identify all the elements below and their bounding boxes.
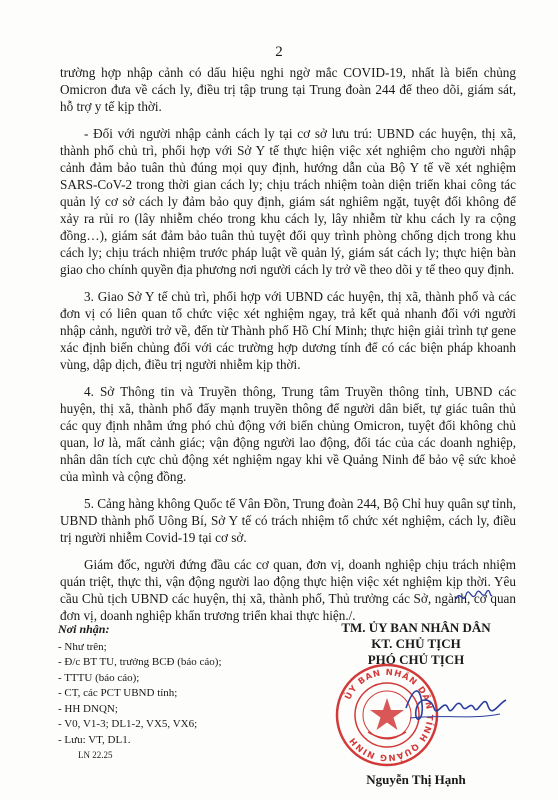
recipients-title: Nơi nhận: <box>58 622 110 636</box>
recipient-item: - Lưu: VT, DL1. <box>58 733 131 746</box>
paragraph: Giám đốc, người đứng đầu các cơ quan, đơn vị, doanh nghiệp chịu trách nhiệm quán triệt, thực thi, vận động người lao động thực hiện việc xét nghiệm kịp thời. Yêu cầu Chủ tịch UBND các huyện, thị xã, thành phố, Thủ trưởng các Sở, ngành, cơ quan đơn vị, doanh nghiệp khẩn trương triển khai thực hiện./. <box>60 557 516 623</box>
signature-line-1: TM. ỦY BAN NHÂN DÂN <box>341 620 491 635</box>
recipients-block <box>58 622 298 764</box>
paragraph: trường hợp nhập cảnh có dấu hiệu nghi ngờ mắc COVID-19, nhất là biến chủng Omicron đưa về cách ly, điều trị tập trung tại Trung đoàn 244 để theo dõi, giám sát, hỗ trợ y tế kịp thời. <box>60 65 516 114</box>
seal-text: ỦY BAN NHÂN DÂN TỈNH QUẢNG NINH <box>343 667 435 763</box>
paragraph: 5. Cảng hàng không Quốc tế Vân Đồn, Trung đoàn 244, Bộ Chỉ huy quân sự tỉnh, UBND thành phố Uông Bí, Sở Y tế có trách nhiệm tổ chức xét nghiệm, cách ly, điều trị người nhiễm Covid-19 tại cơ sở. <box>60 496 516 545</box>
recipient-item: - Đ/c BT TU, trưởng BCĐ (báo cáo); <box>58 656 222 668</box>
paragraph: - Đối với người nhập cảnh cách ly tại cơ sở lưu trú: UBND các huyện, thị xã, thành phố chủ trì, phối hợp với Sở Y tế thực hiện việc xét nghiệm cho người nhập cảnh đảm bảo tuân thủ đúng mọi quy định, hướng dẫn của Bộ Y tế về xét nghiệm SARS-CoV-2 trong thời gian cách ly; chịu trách nhiệm toàn diện triển khai công tác quản lý cơ sở cách ly đảm bảo quy định, giám sát nghiêm ngặt, tuyệt đối không để xảy ra rủi ro (lây nhiễm chéo trong khu cách ly, lây nhiễm từ khu cách ly ra cộng đồng…), giám sát đảm bảo tuân thủ tuyệt đối quy trình phòng chống dịch trong khu cách ly; chịu trách nhiệm trước pháp luật về quản lý, giám sát cách ly; thực hiện bàn giao cho chính quyền địa phương nơi người cách ly trở về theo dõi y tế theo quy định. <box>60 126 516 277</box>
signer-name: Nguyễn Thị Hạnh <box>366 772 466 787</box>
recipient-item: - Như trên; <box>58 640 107 653</box>
paragraph: 4. Sở Thông tin và Truyền thông, Trung tâm Truyền thông tỉnh, UBND các huyện, thị xã, thành phố đẩy mạnh truyền thông để người dân biết, tự giác tuân thủ các quy định nhằm ứng phó chủ động với biến chủng Omicron, tuyệt đối không chủ quan, lơ là, mất cảnh giác; vận động người lao động, đối tác của các doanh nghiệp, nhân dân tích cực chủ động xét nghiệm ngay khi về Quảng Ninh để bảo vệ sức khoẻ của mình và cộng đồng. <box>60 384 516 484</box>
signature-block <box>316 620 516 668</box>
recipient-item: - TTTU (báo cáo); <box>58 671 140 684</box>
recipient-item: - V0, V1-3; DL1-2, VX5, VX6; <box>58 718 198 730</box>
recipient-item: - HH DNQN; <box>58 702 118 715</box>
handwritten-signature-icon <box>400 678 510 730</box>
paragraph: 3. Giao Sở Y tế chủ trì, phối hợp với UBND các huyện, thị xã, thành phố và các đơn vị có liên quan tổ chức việc xét nghiệm ngay, trả kết quả nhanh đối với người nhập cảnh, người trở về, đến từ Thành phố Hồ Chí Minh; thực hiện giải trình tự gene xác định biến chủng đối với các trường hợp dương tính để có các biện pháp khoanh vùng, dập dịch, điều trị người nhiễm kịp thời. <box>60 289 516 372</box>
recipient-item: - CT, các PCT UBND tỉnh; <box>58 687 178 699</box>
document-code: LN 22.25 <box>78 750 113 760</box>
signature-line-3: PHÓ CHỦ TỊCH <box>367 652 465 667</box>
body-text <box>60 64 516 634</box>
signature-line-2: KT. CHỦ TỊCH <box>371 636 461 651</box>
page-number: 2 <box>275 44 283 60</box>
initial-mark-icon <box>454 585 494 607</box>
